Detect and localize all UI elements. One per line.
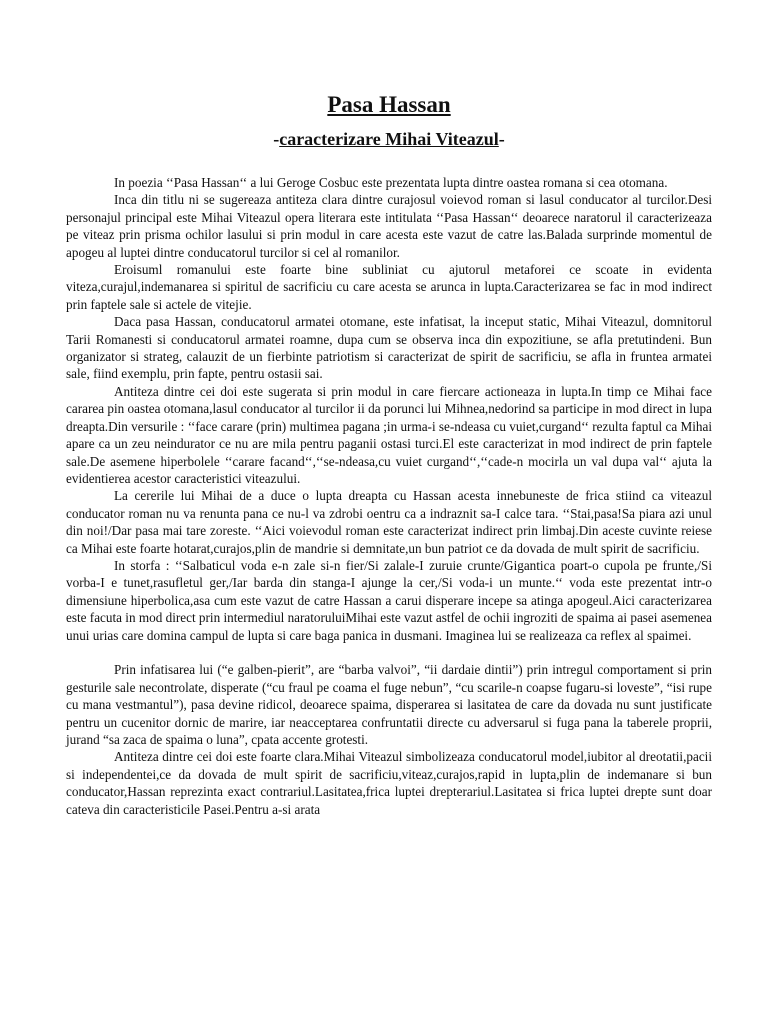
subtitle-dash-left: - (273, 129, 280, 149)
subtitle-text: caracterizare Mihai Viteazul (279, 129, 499, 149)
document-subtitle (66, 128, 712, 150)
document-body (66, 174, 712, 818)
paragraph: In storfa : ‘‘Salbaticul voda e-n zale si-n fier/Si zalale-I zuruie crunte/Gigantica poart-o cupola pe frunte,/Si vorba-I e tunet,rasufletul ger,/Iar barda din stanga-I ajunge la cer,/Si voda-i un munte.‘‘ voda este prezentat intr-o dimensiune hiperbolica,asa cum este vazut de catre Hassan a carui disperare incepe sa atinga apogeul.Aici caracterizarea este facuta in mod direct prin intermediul naratoruluiMihai este vazut astfel de ochii ingroziti de spaima ai pasei asemenea unui urias care domina campul de lupta si care baga panica in dusmani. Imaginea lui se realizeaza ca reflex al spaimei. (66, 557, 712, 643)
paragraph: La cererile lui Mihai de a duce o lupta dreapta cu Hassan acesta innebuneste de frica stiind ca viteazul conducator roman nu va renunta pana ce nu-l va zdrobi oentru ca a indraznit sa-I calce tara. ‘‘Stai,pasa!Sa piara azi unul din noi!/Dar pasa mai tare zoreste. ‘‘Aici voievodul roman este caracterizat indirect prin limbaj.Din aceste cuvinte reiese ca Mihai este foarte hotarat,curajos,plin de mandrie si demnitate,un bun patriot ce da dovada de mult spirit de sacrificiu. (66, 488, 712, 556)
paragraph: Daca pasa Hassan, conducatorul armatei otomane, este infatisat, la inceput static, Mihai Viteazul, domnitorul Tarii Romanesti si conducatorul armatei roamne, dupa cum se observa inca din expozitiune, se afla pretutindeni. Bun organizator si strateg, calauzit de un fierbinte patriotism si caracterizat de spirit de sacrificiu, se afla in fruntea armatei sale, fiind exemplu, prin fapte, pentru ostasii sai. (66, 314, 712, 382)
paragraph: In poezia ‘‘Pasa Hassan‘‘ a lui Geroge Cosbuc este prezentata lupta dintre oastea romana si cea otomana. (114, 175, 668, 190)
subtitle-dash-right: - (498, 129, 505, 149)
paragraph: Antiteza dintre cei doi este sugerata si prin modul in care fiercare actioneaza in lupta.In timp ce Mihai face cararea pin oastea otomana,lasul conducator al turcilor ii da porunci lui Mihnea,nedorind sa participe in mod direct in lupa dreapta.Din versurile : ‘‘face carare (prin) multimea pagana ;in urma-i se-ndeasa cu vuiet,curgand‘‘ rezulta faptul ca Mihai apare ca un zeu neindurator ce nu are mila pentru paganii ostasi turci.El este caracterizat in mod indirect de prin faptele sale.De asemene hiperbolele ‘‘carare facand‘‘,‘‘se-ndeasa,cu vuiet curgand‘‘,‘‘cade-n mocirla un val dupa val‘‘ ajuta la evidentierea acestor caracteristici viteazului. (66, 383, 712, 486)
paragraph: Eroisuml romanului este foarte bine subliniat cu ajutorul metaforei ce scoate in evidenta viteza,curajul,indemanarea si spiritul de sacrificiu cu care acesta se arunca in lupta.Caracterizarea se fac in mod indirect prin faptele sale si actele de vitejie. (66, 262, 712, 312)
paragraph: Antiteza dintre cei doi este foarte clara.Mihai Viteazul simbolizeaza conducatorul model,iubitor al dreotatii,pacii si independentei,ce da dovada de mult spirit de sacrificiu,viteaz,curajos,rapid in lupta,plin de indemanare si bun conducator,Hassan reprezinta exact contrariul.Lasitatea,frica luptei drepterariul.Lasitatea si frica luptei drepte sunt doar cateva din caracteristicile Pasei.Pentru a-si arata (66, 749, 712, 817)
paragraph: Inca din titlu ni se sugereaza antiteza clara dintre curajosul voievod roman si lasul conducator al turcilor.Desi personajul principal este Mihai Viteazul opera literara este intitulata ‘‘Pasa Hassan‘‘ deoarece naratorul il caracterizeaza pe viteaz prin prisma ochilor lasului si prin modul in care acesta este vazut de catre las.Balada surprinde momentul de apogeu al luptei dintre conducatorul turcilor si cel al romanilor. (66, 192, 712, 260)
document-title: Pasa Hassan (327, 92, 451, 117)
paragraph: Prin infatisarea lui (“e galben-pierit”, are “barba valvoi”, “ii dardaie dintii”) prin intregul comportament si prin gesturile sale necontrolate, disperate (“cu fraul pe coama el fuge nebun”, “cu scarile-n coapse fugaru-si loveste”, “isi rupe cu mana vestmantul”), pasa devine ridicol, deoarece spaima, disperarea si lasitatea de care da dovada nu sunt justificate pentru un cucenitor dornic de marire, iar neacceptarea confruntatii directe cu adversarul si fuga pana la taberele proprii, jurand “sa zaca de spaima o luna”, cpata accente grotesti. (66, 662, 712, 747)
